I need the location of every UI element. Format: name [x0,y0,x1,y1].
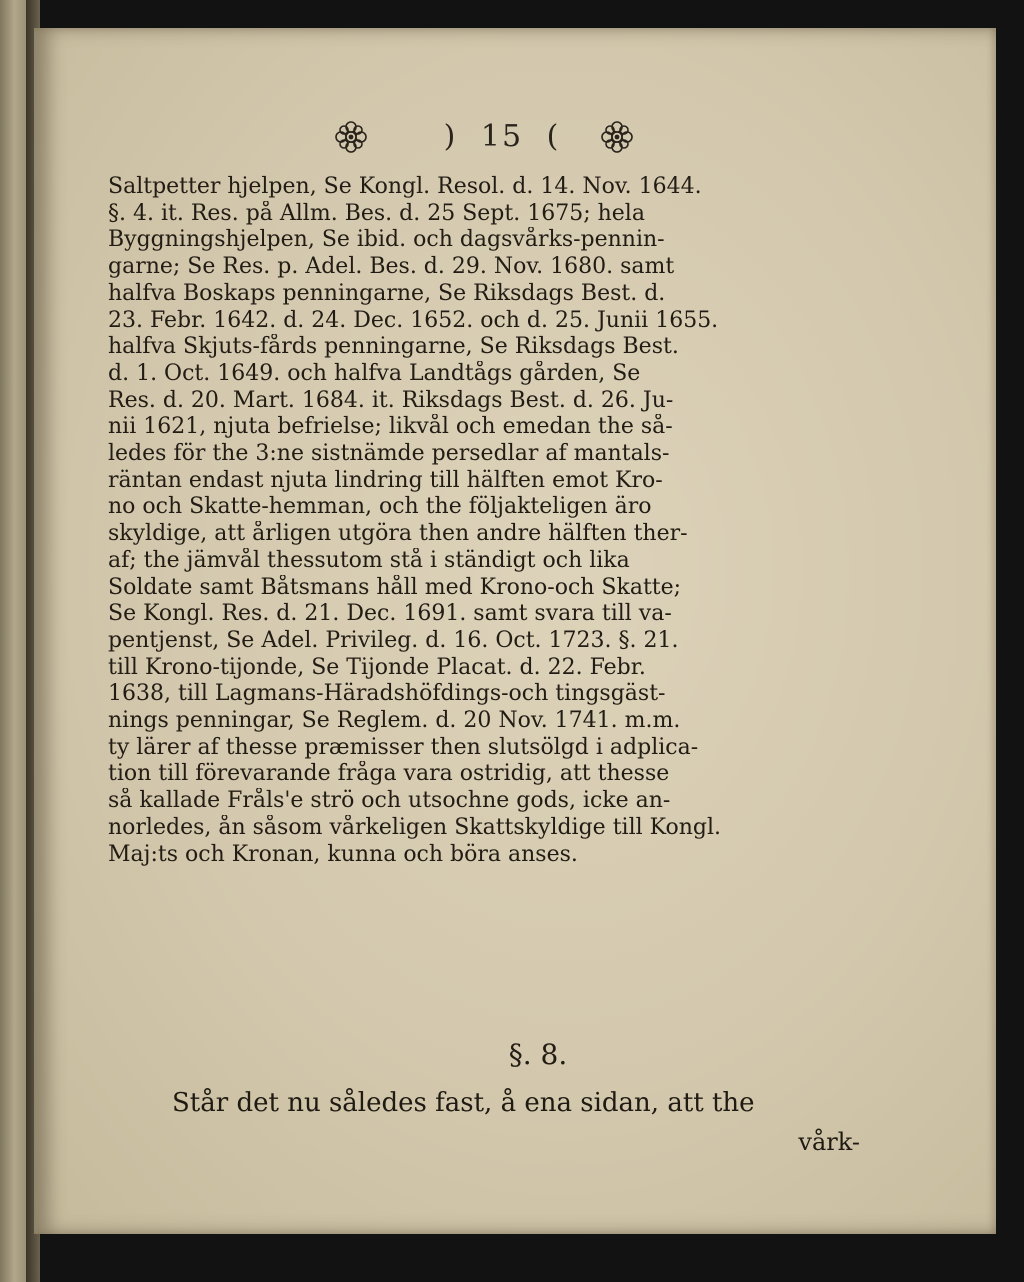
text-line: Se Kongl. Res. d. 21. Dec. 1691. samt svara till va- [108,601,672,627]
text-line: §. 4. it. Res. på Allm. Bes. d. 25 Sept. 1675; hela [108,200,645,226]
text-line: halfva Skjuts-fårds penningarne, Se Riksdags Best. [108,334,679,360]
flower-ornament-icon [600,120,634,154]
section-heading: §. 8. [508,1038,568,1071]
text-line: 1638, till Lagmans-Häradshöfdings-och tingsgäst- [108,681,666,707]
adjacent-page-edge [0,0,26,1282]
header-paren-right: ( [546,119,561,154]
text-line: nii 1621, njuta befrielse; likvål och emedan the så- [108,414,673,440]
text-line: d. 1. Oct. 1649. och halfva Landtågs gården, Se [108,360,641,386]
text-line: skyldige, att årligen utgöra then andre hälften ther- [108,521,688,547]
text-line: no och Skatte-hemman, och the följakteligen äro [108,494,652,520]
text-line: Saltpetter hjelpen, Se Kongl. Resol. d. 14. Nov. 1644. [108,174,702,199]
page-number-value: 15 [480,119,524,154]
text-line: af; the jämvål thessutom stå i ständigt och lika [108,547,630,573]
text-line: garne; Se Res. p. Adel. Bes. d. 29. Nov. 1680. samt [108,254,675,280]
text-line: Res. d. 20. Mart. 1684. it. Riksdags Best. d. 26. Ju- [108,387,674,413]
header-paren-left: ) [443,119,458,154]
text-line: räntan endast njuta lindring till hälften emot Kro- [108,467,663,493]
body-text [108,174,918,868]
text-line: ty lärer af thesse præmisser then slutsölgd i adplica- [108,734,699,760]
paragraph-opening: Står det nu således fast, å ena sidan, att the [172,1088,755,1118]
book-page [34,28,996,1234]
page-header [34,120,996,168]
text-line: nings penningar, Se Reglem. d. 20 Nov. 1741. m.m. [108,708,681,734]
text-line: Byggningshjelpen, Se ibid. och dagsvårks-pennin- [108,227,665,253]
text-line: halfva Boskaps penningarne, Se Riksdags Best. d. [108,280,666,306]
text-line: ledes för the 3:ne sistnämde persedlar af mantals- [108,441,670,467]
catchword: vårk- [798,1128,860,1156]
text-line: Maj:ts och Kronan, kunna och böra anses. [108,841,578,867]
page-number [412,120,592,154]
text-line: 23. Febr. 1642. d. 24. Dec. 1652. och d. 25. Junii 1655. [108,307,719,333]
text-line: så kallade Fråls'e strö och utsochne gods, icke an- [108,788,671,814]
text-line: tion till förevarande fråga vara ostridig, att thesse [108,761,670,787]
text-line: Soldate samt Båtsmans håll med Krono-och Skatte; [108,574,682,600]
text-line: norledes, ån såsom vårkeligen Skattskyldige till Kongl. [108,814,722,840]
text-line: pentjenst, Se Adel. Privileg. d. 16. Oct. 1723. §. 21. [108,627,679,653]
flower-ornament-icon [334,120,368,154]
scan-border [996,0,1024,1282]
text-line: till Krono-tijonde, Se Tijonde Placat. d. 22. Febr. [108,654,646,680]
